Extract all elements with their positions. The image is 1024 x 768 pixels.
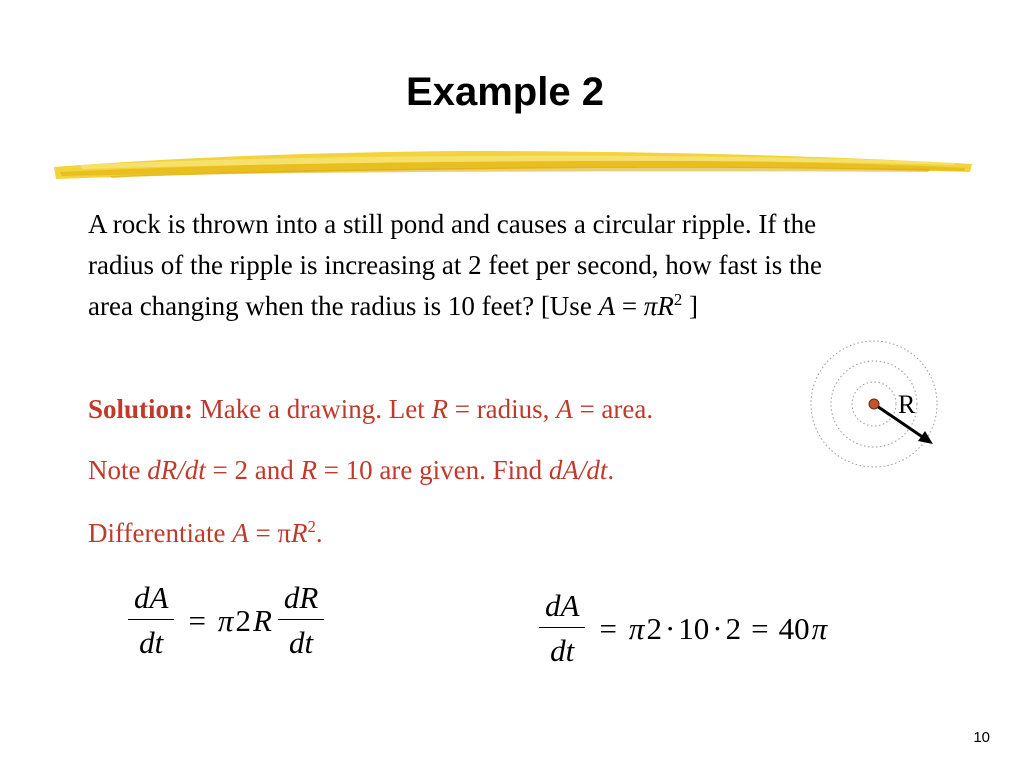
note-text-1: Note [88,455,148,485]
eq2-two: 2 [646,610,662,646]
radius-arrowhead [918,431,933,444]
eq2-lhs-denominator: dt [550,633,575,668]
note-dadt: dA/dt [548,455,608,485]
formula-close-bracket: ] [682,291,698,321]
eq2-ten: 10 [678,610,710,646]
solution-text-2: = radius, [447,394,557,424]
solution-var-a: A [556,394,573,424]
problem-text: A rock is thrown into a still pond and causes a circular ripple. If the radius of the ripple is increasing at 2 feet per second, how fast is the area changing when the radius is 10 feet? [Use [88,209,823,321]
equation-derivative-general [124,581,328,660]
eq1-pi: π [217,602,234,638]
eq1-rhs-fraction [278,581,324,660]
eq2-pi-2: π [811,610,828,646]
ripple-diagram [806,340,946,480]
eq2-pi: π [628,610,645,646]
solution-text-1: Make a drawing. Let [193,394,432,424]
note-drdt: dR/dt [147,455,206,485]
solution-line [88,389,653,429]
solution-var-r: R [431,394,448,424]
slide-title: Example 2 [406,70,604,114]
formula-pi: π [643,291,658,321]
problem-statement [88,204,848,327]
differentiate-exponent: 2 [307,517,316,536]
differentiate-text-1: Differentiate [88,518,233,548]
ripple-center-dot [869,399,879,409]
eq1-two: 2 [235,602,251,638]
eq2-dot-2: · [712,610,723,646]
formula-exponent: 2 [673,290,683,309]
note-text-3: = 10 are given. Find [316,455,549,485]
title-underline-stroke [50,142,975,190]
eq2-dot-1: · [664,610,676,646]
note-var-r: R [300,455,317,485]
equation-derivative-evaluated [535,589,829,668]
eq1-radius: R [252,602,272,638]
note-text-4: . [607,455,615,485]
page-number: 10 [973,729,990,746]
eq1-lhs-fraction [128,581,174,660]
formula-equals: = [615,291,644,321]
differentiate-text-3: . [315,518,323,548]
eq2-lhs-numerator: dA [539,589,585,628]
solution-label: Solution: [88,394,194,424]
radius-label: R [898,390,916,419]
note-line [88,450,614,490]
eq1-equals: = [188,602,206,638]
eq2-two-b: 2 [725,610,742,646]
formula-area-var: A [598,291,616,321]
eq1-rhs-numerator: dR [278,581,324,620]
eq1-lhs-denominator: dt [139,625,164,660]
differentiate-text-2: = π [248,518,292,548]
eq1-lhs-numerator: dA [128,581,174,620]
differentiate-var-r: R [291,518,308,548]
eq2-equals-2: = [751,610,769,646]
eq2-lhs-fraction [539,589,585,668]
formula-radius-var: R [657,291,674,321]
solution-text-3: = area. [572,394,654,424]
eq2-equals: = [599,610,617,646]
differentiate-var-a: A [232,518,249,548]
eq1-rhs-denominator: dt [289,625,314,660]
note-text-2: = 2 and [205,455,301,485]
differentiate-line [88,513,323,553]
eq2-forty: 40 [778,610,810,646]
